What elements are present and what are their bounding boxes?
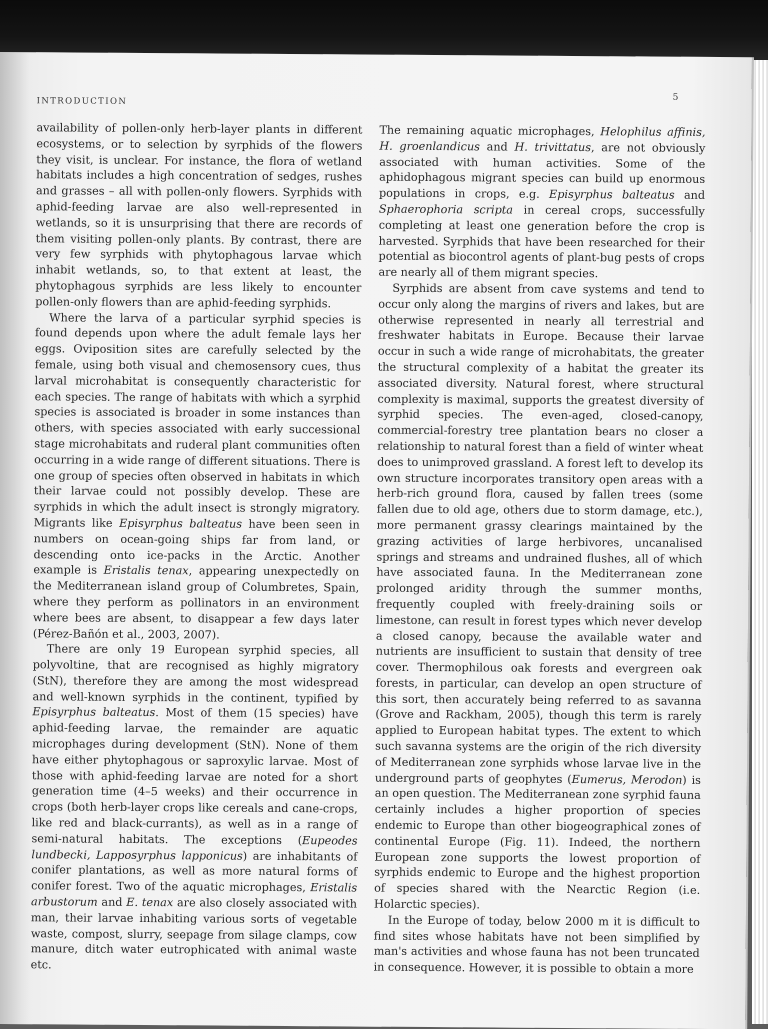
binding-shadow <box>0 52 30 1024</box>
species-name: H. trivittatus <box>514 140 592 154</box>
paragraph <box>378 123 705 283</box>
paragraph-text: . Most of them (15 species) have aphid-feeding larvae, the remainder are aquatic microphages during development (StN). None of them have either phytophagous or saproxylic larvae. Most of those with aphid-feeding larvae are noted for a short generation time (4–5 weeks) and their occurrence in crops (both herb-layer crops like cereals and cane-crops, like red and black-currants), as well as in a range of semi-natural habitats. The exceptions ( <box>31 706 359 847</box>
species-name: Episyrphus balteatus <box>119 516 243 531</box>
paragraph-text: Syrphids are absent from cave systems and tend to occur only along the margins of rivers and lakes, but are otherwise represented in nearly all terrestrial and freshwater habitats in Europe. Because their larvae occur in such a wide range of microhabitats, the greater the structural complexity of a habitat the greater its associated diversity. Natural forest, where structural complexity is maximal, supports the greatest diversity of syrphid species. The even-aged, closed-canopy, commercial-forestry tree plantation bears no closer a relationship to natural forest than a field of winter wheat does to unimproved grassland. A forest left to develop its own structure incorporates transitory open areas with a herb-rich ground flora, caused by fallen trees (some fallen due to old age, others due to storm damage, etc.), more permanent grassy clearings maintained by the grazing activities of large herbivores, uncanalised springs and streams and undrained flushes, all of which have associated fauna. In the Mediterranean zone prolonged aridity through the summer months, frequently coupled with freely-draining soils or limestone, can result in forest types which never develop a closed canopy, because the available water and nutrients are insufficient to sustain that density of tree cover. Thermophilous oak forests and evergreen oak forests, in particular, can develop an open structure of this sort, then accurately being referred to as savanna (Grove and Rackham, 2005), though this term is rarely applied to European habitat types. The extent to which such savanna systems are the origin of the rich diversity of Mediterranean zone syrphids whose larvae live in the underground parts of geophytes ( <box>374 281 705 786</box>
right-column <box>374 123 706 978</box>
genus-names: Eumerus, Merodon <box>571 772 683 787</box>
species-name: Helophilus affinis, H. groenlandicus <box>379 125 706 154</box>
paragraph-text: have been seen in numbers on ocean-going ships far from land, or descending onto ice-packs in the Arctic. Another example is <box>33 517 360 578</box>
paragraph <box>35 120 362 312</box>
paragraph <box>374 281 704 915</box>
species-name: Episyrphus balteatus <box>549 188 675 202</box>
paragraph-text: , are not obviously associated with human activities. Some of the aphidophagous migrant species can build up enormous populations in crops, e.g. <box>378 140 706 202</box>
species-name: Eupeodes lundbecki, Lapposyrphus lapponicus <box>31 833 358 863</box>
paragraph-text: ) are inhabitants of conifer plantations, as well as more natural forms of conifer forest. Two of the aquatic microphages, <box>31 849 358 895</box>
species-name: E. tenax <box>126 895 174 910</box>
paragraph-text: The remaining aquatic microphages, <box>379 123 601 139</box>
paragraph-text: and <box>479 140 515 154</box>
book-page <box>0 52 752 1029</box>
page-stack-edge <box>752 60 768 1024</box>
species-name: Eristalis tenax <box>103 564 189 578</box>
paragraph-text: are also closely associated with man, their larvae inhabiting various sorts of vegetable waste, compost, slurry, seepage from silage clamps, cow manure, ditch water eutrophicated with animal waste etc. <box>30 896 358 972</box>
species-name: Episyrphus balteatus <box>32 705 156 720</box>
paragraph-text: availability of pollen-only herb-layer plants in different ecosystems, or to selection by syrphids of the flowers they visit, is unclear. For instance, the flora of wetland habitats includes a high concentration of sedges, rushes and grasses – all with pollen-only flowers. Syrphids with aphid-feeding larvae are also well-represented in wetlands, so it is unsurprising that there are records of them visiting pollen-only plants. By contrast, there are very few syrphids with phytophagous larvae which inhabit wetlands, so, to that extent at least, the phytophagous syrphids are less likely to encounter pollen-only flowers than are aphid-feeding syrphids. <box>35 121 363 311</box>
species-name: Sphaerophoria scripta <box>378 202 514 217</box>
paragraph <box>31 642 359 976</box>
paragraph-text: and <box>674 188 706 203</box>
paragraph-text: Where the larva of a particular syrphid species is found depends upon where the adult female lays her eggs. Oviposition sites are carefully selected by the female, using both visual and chemosensory cues, thus larval microhabitat is consequently characteristic for each species. The range of habitats with which a syrphid species is associated is broader in some instances than others, with species associated with early successional stage microhabitats and ruderal plant communities often occurring in a wide range of different situations. There is one group of species often observed in habitats in which their larvae could not possibly develop. These are syrphids in which the adult insect is strongly migratory. Migrants like <box>33 310 362 530</box>
paragraph-text: In the Europe of today, below 2000 m it is difficult to find sites whose habitats have not been simplified by man's activities and whose fauna has not been truncated in consequence. However, it is possible to obtain a more <box>373 913 700 977</box>
species-name: Eristalis arbustorum <box>31 881 358 909</box>
paragraph <box>33 310 361 644</box>
paragraph-text: , appearing unexpectedly on the Mediterranean island group of Columbretes, Spain, where they perform as pollinators in an environment where bees are absent, to disappear a few days later (Pérez-Bañón et al., 2003, 2007). <box>32 564 360 642</box>
running-head: INTRODUCTION <box>36 96 128 107</box>
paragraph-text: and <box>97 895 127 909</box>
left-column <box>31 120 363 975</box>
paragraph <box>374 912 700 977</box>
page-number: 5 <box>672 92 679 103</box>
paragraph-text: ) is an open question. The Mediterranean zone syrphid fauna certainly includes a higher proportion of species endemic to Europe than other biogeographical zones of continental Europe (Fig. 11). Indeed, the northern European zone supports the lowest proportion of syrphids endemic to Europe and the highest proportion of species shared with the Nearctic Region (i.e. Holarctic species). <box>374 773 701 912</box>
paragraph-text: in cereal crops, successfully completing at least one generation before the crop is harvested. Syrphids that have been researched for their potential as biocontrol agents of plant-bug pests of crops are nearly all of them migrant species. <box>378 203 705 281</box>
paragraph-text: There are only 19 European syrphid species, all polyvoltine, that are recognised as highly migratory (StN), therefore they are among the most widespread and well-known syrphids in the continent, typified by <box>32 642 359 706</box>
